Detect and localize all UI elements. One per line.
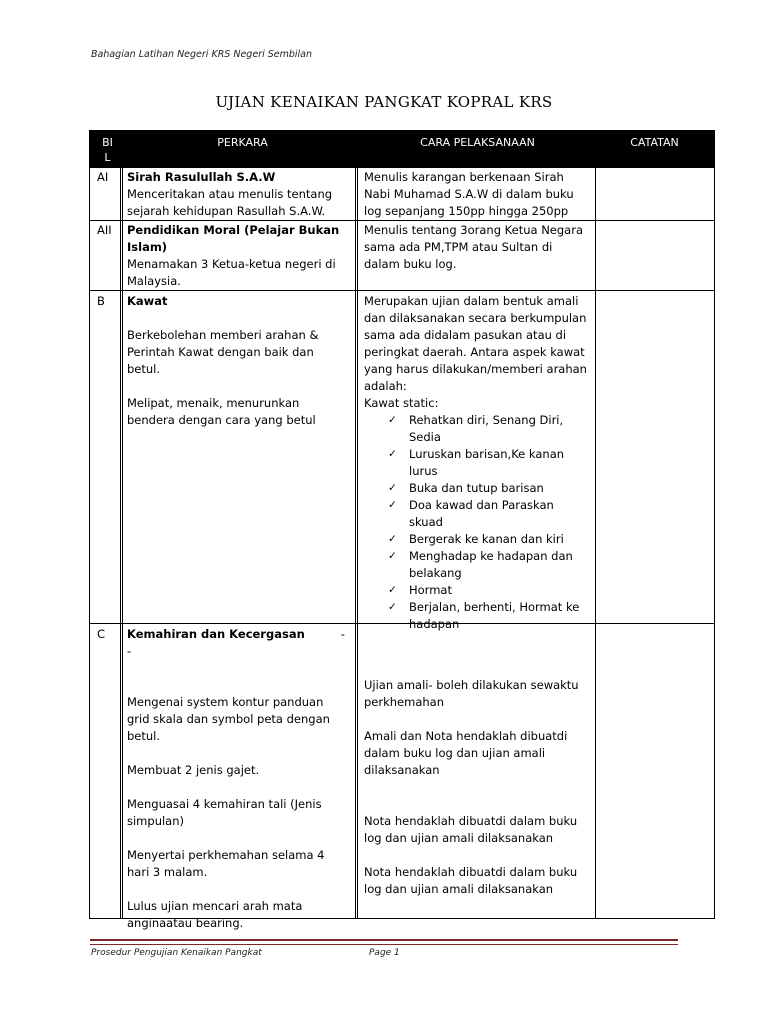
exam-table	[89, 130, 715, 930]
row-ai-perkara-text: Menceritakan atau menulis tentang sejarah kehidupan Rasullah S.A.W.	[127, 187, 333, 218]
row-c-perkara-title: Kemahiran dan Kecergasan	[127, 627, 305, 641]
checklist-item: ✓ Luruskan barisan,Ke kanan lurus	[388, 447, 565, 478]
column-divider	[595, 131, 596, 918]
row-divider	[90, 290, 714, 291]
row-c-cara-item: Amali dan Nota hendaklah dibuatdi dalam buku log dan ujian amali dilaksanakan	[364, 729, 568, 777]
row-c-perkara-item: Menguasai 4 kemahiran tali (Jenis simpulan)	[127, 797, 322, 828]
check-icon: ✓	[388, 414, 397, 426]
check-icon: ✓	[388, 448, 397, 460]
header-catatan: CATATAN	[630, 136, 679, 149]
row-ai-perkara-title: Sirah Rasulullah S.A.W	[127, 170, 276, 184]
row-c-cara-item: Ujian amali- boleh dilakukan sewaktu perkhemahan	[364, 678, 579, 709]
check-icon: ✓	[388, 601, 397, 613]
row-b-perkara-item: Berkebolehan memberi arahan & Perintah Kawat dengan baik dan betul.	[127, 328, 319, 376]
row-b-cara	[364, 293, 590, 633]
row-ai-bil: AI	[97, 170, 109, 184]
header-bil: BI L	[102, 136, 113, 164]
row-aii-perkara-title: Pendidikan Moral (Pelajar Bukan Islam)	[127, 223, 340, 254]
document-title: UJIAN KENAIKAN PANGKAT KOPRAL KRS	[215, 93, 553, 111]
check-icon: ✓	[388, 499, 397, 511]
footer-title: Prosedur Pengujian Kenaikan Pangkat	[91, 948, 262, 958]
row-aii-perkara	[127, 222, 349, 290]
checklist-item: ✓ Menghadap ke hadapan dan belakang	[388, 549, 573, 580]
checklist-item: ✓ Rehatkan diri, Senang Diri, Sedia	[388, 413, 564, 444]
checklist-item: ✓ Buka dan tutup barisan	[388, 481, 544, 495]
column-divider	[355, 131, 358, 918]
kawat-checklist	[364, 412, 590, 633]
row-c-perkara-item: Lulus ujian mencari arah mata anginaatau bearing.	[127, 899, 303, 930]
row-c-perkara	[127, 626, 349, 932]
row-c-cara-item: Nota hendaklah dibuatdi dalam buku log dan ujian amali dilaksanakan	[364, 865, 578, 896]
column-divider	[120, 131, 123, 918]
row-c-title-suffix: --	[127, 627, 345, 658]
checklist-item: ✓ Doa kawad dan Paraskan skuad	[388, 498, 554, 529]
check-icon: ✓	[388, 533, 397, 545]
check-icon: ✓	[388, 584, 397, 596]
row-b-perkara-item: Melipat, menaik, menurunkan bendera dengan cara yang betul	[127, 396, 316, 427]
row-c-cara-item: Nota hendaklah dibuatdi dalam buku log dan ujian amali dilaksanakan	[364, 814, 578, 845]
check-icon: ✓	[388, 482, 397, 494]
checklist-item: ✓ Hormat	[388, 583, 452, 597]
row-b-cara-sub: Kawat static:	[364, 396, 439, 410]
row-c-perkara-item: Menyertai perkhemahan selama 4 hari 3 malam.	[127, 848, 325, 879]
header-cara-pelaksanaan: CARA PELAKSANAAN	[420, 136, 535, 149]
row-ai-perkara	[127, 169, 349, 220]
row-aii-bil: AII	[97, 223, 112, 237]
row-c-perkara-item: Mengenai system kontur panduan grid skala dan symbol peta dengan betul.	[127, 695, 330, 743]
row-aii-perkara-text: Menamakan 3 Ketua-ketua negeri di Malaysia.	[127, 257, 336, 288]
row-c-cara	[364, 677, 590, 898]
row-b-cara-intro: Merupakan ujian dalam bentuk amali dan dilaksanakan secara berkumpulan sama ada didalam pasukan atau di peringkat daerah. Antara aspek kawat yang harus dilakukan/memberi arahan adalah:	[364, 294, 587, 393]
checklist-item: ✓ Berjalan, berhenti, Hormat ke hadapan	[388, 600, 580, 631]
footer-rule	[90, 939, 678, 945]
row-b-bil: B	[97, 294, 105, 308]
header-perkara: PERKARA	[217, 136, 268, 149]
row-ai-cara: Menulis karangan berkenaan Sirah Nabi Muhamad S.A.W di dalam buku log sepanjang 150pp hingga 250pp	[364, 170, 574, 218]
check-icon: ✓	[388, 550, 397, 562]
row-b-perkara-title: Kawat	[127, 294, 168, 308]
row-c-perkara-item: Membuat 2 jenis gajet.	[127, 763, 260, 777]
row-divider	[90, 220, 714, 221]
row-aii-cara: Menulis tentang 3orang Ketua Negara sama ada PM,TPM atau Sultan di dalam buku log.	[364, 223, 583, 271]
header-note: Bahagian Latihan Negeri KRS Negeri Sembilan	[91, 49, 313, 60]
row-b-perkara	[127, 293, 349, 429]
page-number: Page 1	[369, 948, 400, 958]
checklist-item: ✓ Bergerak ke kanan dan kiri	[388, 532, 564, 546]
table-header-row	[90, 131, 714, 168]
row-c-bil: C	[97, 627, 106, 641]
